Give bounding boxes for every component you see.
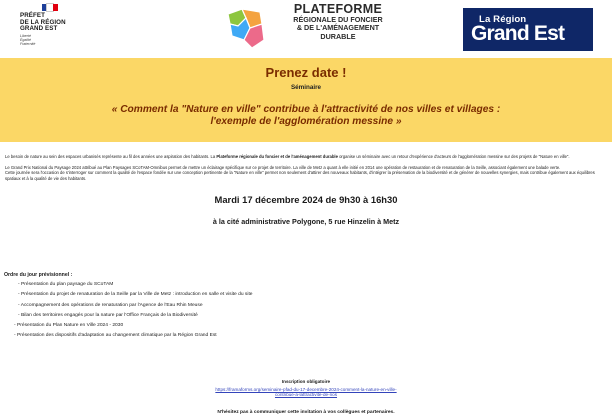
- signup-link-line[interactable]: contribue-a-lattractivite-de-nos: [274, 392, 338, 398]
- agenda-item: - Présentation du projet de renaturation de la Seille par la Ville de Metz : introduction en salle et visite du site: [18, 292, 253, 298]
- motto-line: Liberté: [20, 33, 31, 38]
- header: [0, 0, 612, 58]
- seminar-title-line: « Comment la "Nature en ville" contribue à l'attractivité de nos villes et villages :: [111, 104, 501, 115]
- marianne-flag-icon: [42, 4, 58, 11]
- agenda-item: - Accompagnement des opérations de renaturation par l'Agence de l'Eau Rhin Meuse: [18, 302, 203, 308]
- platform-logo: [222, 2, 402, 56]
- agenda-item: - Présentation du plan paysage du SCoTAM: [18, 282, 114, 287]
- banner-title: Prenez date !: [265, 65, 347, 80]
- region-map-icon: [222, 6, 268, 52]
- signup-link-line[interactable]: https://framaforms.org/seminaire-pfad-du-17-decembre-2024-comment-la-nature-en-ville-: [215, 387, 397, 392]
- intro-text-run: Le besoin de nature au sein des espaces urbanisés représente au fil des années une aspiration des habitants. La: [5, 154, 217, 159]
- agenda-item: - Présentation des dispositifs d'adaptation au changement climatique par la Région Grand Est: [14, 333, 217, 339]
- agenda-item: - Présentation du Plan Nature en Ville 2024 - 2030: [14, 323, 124, 329]
- region-grand-est-logo: [463, 8, 593, 51]
- intro-paragraph: Cette journée sera l'occasion de s'interroger sur comment la qualité de l'espace fondée sur une conception pertinente de la "Nature en ville" permet non seulement d'attirer des nouveaux habitants, d'intégrer la préservation de la biodiversité et de générer de nouvelles synergies, mais contribue également aux équilibres spatiaux et à la qualité de vie des habitants.: [5, 170, 595, 181]
- platform-subtitle-line: & DE L'AMÉNAGEMENT: [296, 23, 380, 33]
- banner-subtitle: Séminaire: [290, 84, 322, 91]
- signup-link[interactable]: [0, 387, 612, 398]
- event-location: à la cité administrative Polygone, 5 rue Hinzelin à Metz: [212, 217, 400, 226]
- platform-name: [268, 3, 408, 41]
- seminar-title: [0, 104, 612, 127]
- intro-text: [5, 154, 607, 181]
- intro-paragraph: Le Grand Prix National du Paysage 2024 attribué au Plan Paysages SCoTAM-Omnibus permet de mettre un éclairage spécifique sur ce projet de territoire. La ville de Metz a quant à elle initié en 2014 une opération de restauration et de renaturation de la Seille, associant également une balade verte.: [5, 165, 561, 171]
- motto-line: Égalité: [20, 37, 31, 42]
- footer-note: N'hésitez pas à communiquer cette invitation à vos collègues et partenaires.: [217, 410, 395, 415]
- motto-line: Fraternité: [20, 41, 36, 46]
- agenda-item: - Bilan des territoires engagés pour la nature par l'Office Français de la Biodiversité: [18, 312, 198, 318]
- region-logo-line1: La Région: [479, 14, 527, 25]
- platform-title: PLATEFORME: [293, 2, 383, 16]
- prefecture-name-line: GRAND EST: [20, 25, 58, 33]
- signup-label: Inscription obligatoire: [281, 379, 331, 384]
- region-logo-line2: Grand Est: [471, 22, 565, 45]
- seminar-title-line: l'exemple de l'agglomération messine »: [210, 115, 402, 127]
- agenda-title: Ordre du jour prévisionnel :: [4, 272, 73, 278]
- prefecture-motto: [20, 34, 100, 46]
- agenda-list: [14, 282, 434, 344]
- event-date: Mardi 17 décembre 2024 de 9h30 à 16h30: [214, 194, 398, 205]
- prefecture-name-line: DE LA RÉGION: [20, 18, 66, 26]
- intro-paragraph: [5, 154, 607, 159]
- intro-text-run: organise un séminaire avec un retour d'expérience d'acteurs de l'agglomération messine sur des projets de "Nature en ville".: [337, 154, 570, 159]
- prefecture-name: [20, 13, 100, 33]
- prefecture-name-line: PRÉFET: [20, 12, 46, 19]
- flag-red: [53, 4, 58, 11]
- intro-text-bold: Plateforme régionale du foncier et de l'aménagement durable: [216, 154, 338, 159]
- platform-subtitle-line: RÉGIONALE DU FONCIER: [293, 15, 383, 24]
- prefecture-logo: [20, 4, 100, 46]
- platform-subtitle-line: DURABLE: [320, 31, 356, 41]
